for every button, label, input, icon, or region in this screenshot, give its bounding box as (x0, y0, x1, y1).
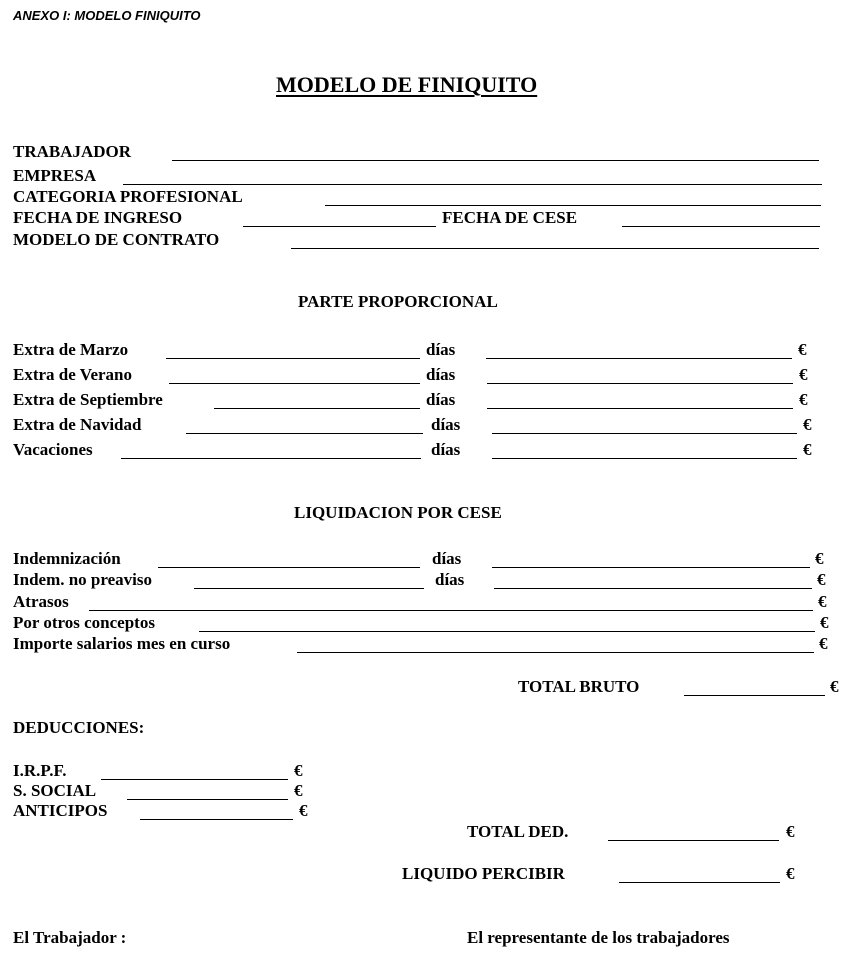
euro-symbol: € (299, 801, 308, 820)
field-total-ded[interactable] (608, 840, 779, 841)
label-otros-conceptos: Por otros conceptos (13, 613, 155, 632)
label-extra-navidad: Extra de Navidad (13, 415, 142, 434)
field-social[interactable] (127, 799, 288, 800)
field-modelo-contrato[interactable] (291, 248, 819, 249)
dias-label: días (426, 365, 456, 384)
field-categoria[interactable] (325, 205, 821, 206)
field-total-bruto[interactable] (684, 695, 825, 696)
field-indemnizacion-dias[interactable] (158, 567, 420, 568)
label-fecha-cese: FECHA DE CESE (442, 208, 578, 227)
field-atrasos[interactable] (89, 610, 813, 611)
dias-label: días (431, 440, 461, 459)
field-trabajador[interactable] (172, 160, 819, 161)
field-extra-verano-dias[interactable] (169, 383, 420, 384)
field-vacaciones-dias[interactable] (121, 458, 421, 459)
signature-trabajador: El Trabajador : (13, 928, 127, 947)
euro-symbol: € (294, 781, 303, 800)
label-irpf: I.R.P.F. (13, 761, 67, 780)
dias-label: días (426, 340, 456, 359)
field-vacaciones-importe[interactable] (492, 458, 797, 459)
field-fecha-ingreso[interactable] (243, 226, 436, 227)
euro-symbol: € (294, 761, 303, 780)
field-fecha-cese[interactable] (622, 226, 820, 227)
field-extra-navidad-dias[interactable] (186, 433, 423, 434)
euro-symbol: € (820, 613, 829, 632)
field-no-preaviso-importe[interactable] (494, 588, 812, 589)
label-salarios-mes: Importe salarios mes en curso (13, 634, 231, 653)
label-fecha-ingreso: FECHA DE INGRESO (13, 208, 183, 227)
euro-symbol: € (803, 440, 812, 459)
label-categoria: CATEGORIA PROFESIONAL (13, 187, 243, 206)
label-indemnizacion: Indemnización (13, 549, 121, 568)
field-indemnizacion-importe[interactable] (492, 567, 810, 568)
label-vacaciones: Vacaciones (13, 440, 93, 459)
label-no-preaviso: Indem. no preaviso (13, 570, 153, 589)
dias-label: días (432, 549, 462, 568)
field-irpf[interactable] (101, 779, 288, 780)
label-extra-septiembre: Extra de Septiembre (13, 390, 163, 409)
page-header: ANEXO I: MODELO FINIQUITO (13, 8, 201, 23)
label-modelo-contrato: MODELO DE CONTRATO (13, 230, 220, 249)
euro-symbol: € (786, 822, 795, 841)
label-social: S. SOCIAL (13, 781, 97, 800)
field-extra-navidad-importe[interactable] (492, 433, 797, 434)
label-total-bruto: TOTAL BRUTO (518, 677, 640, 696)
label-atrasos: Atrasos (13, 592, 69, 611)
euro-symbol: € (798, 340, 807, 359)
dias-label: días (426, 390, 456, 409)
label-total-ded: TOTAL DED. (467, 822, 569, 841)
euro-symbol: € (818, 592, 827, 611)
heading-liquidacion: LIQUIDACION POR CESE (294, 503, 502, 522)
field-otros-conceptos[interactable] (199, 631, 815, 632)
euro-symbol: € (830, 677, 839, 696)
dias-label: días (435, 570, 465, 589)
euro-symbol: € (803, 415, 812, 434)
euro-symbol: € (815, 549, 824, 568)
dias-label: días (431, 415, 461, 434)
euro-symbol: € (817, 570, 826, 589)
heading-parte-proporcional: PARTE PROPORCIONAL (298, 292, 498, 311)
heading-deducciones: DEDUCCIONES: (13, 718, 145, 737)
signature-representante: El representante de los trabajadores (467, 928, 730, 947)
euro-symbol: € (799, 365, 808, 384)
field-extra-verano-importe[interactable] (487, 383, 793, 384)
label-extra-marzo: Extra de Marzo (13, 340, 129, 359)
euro-symbol: € (799, 390, 808, 409)
label-trabajador: TRABAJADOR (13, 142, 132, 161)
euro-symbol: € (786, 864, 795, 883)
field-extra-marzo-dias[interactable] (166, 358, 420, 359)
field-salarios-mes[interactable] (297, 652, 814, 653)
field-anticipos[interactable] (140, 819, 293, 820)
label-empresa: EMPRESA (13, 166, 97, 185)
field-empresa[interactable] (123, 184, 822, 185)
label-liquido: LIQUIDO PERCIBIR (402, 864, 565, 883)
page-title: MODELO DE FINIQUITO (276, 72, 538, 97)
label-extra-verano: Extra de Verano (13, 365, 132, 384)
field-extra-septiembre-importe[interactable] (487, 408, 793, 409)
field-extra-marzo-importe[interactable] (486, 358, 792, 359)
field-no-preaviso-dias[interactable] (194, 588, 424, 589)
euro-symbol: € (819, 634, 828, 653)
label-anticipos: ANTICIPOS (13, 801, 108, 820)
field-liquido[interactable] (619, 882, 780, 883)
field-extra-septiembre-dias[interactable] (214, 408, 420, 409)
